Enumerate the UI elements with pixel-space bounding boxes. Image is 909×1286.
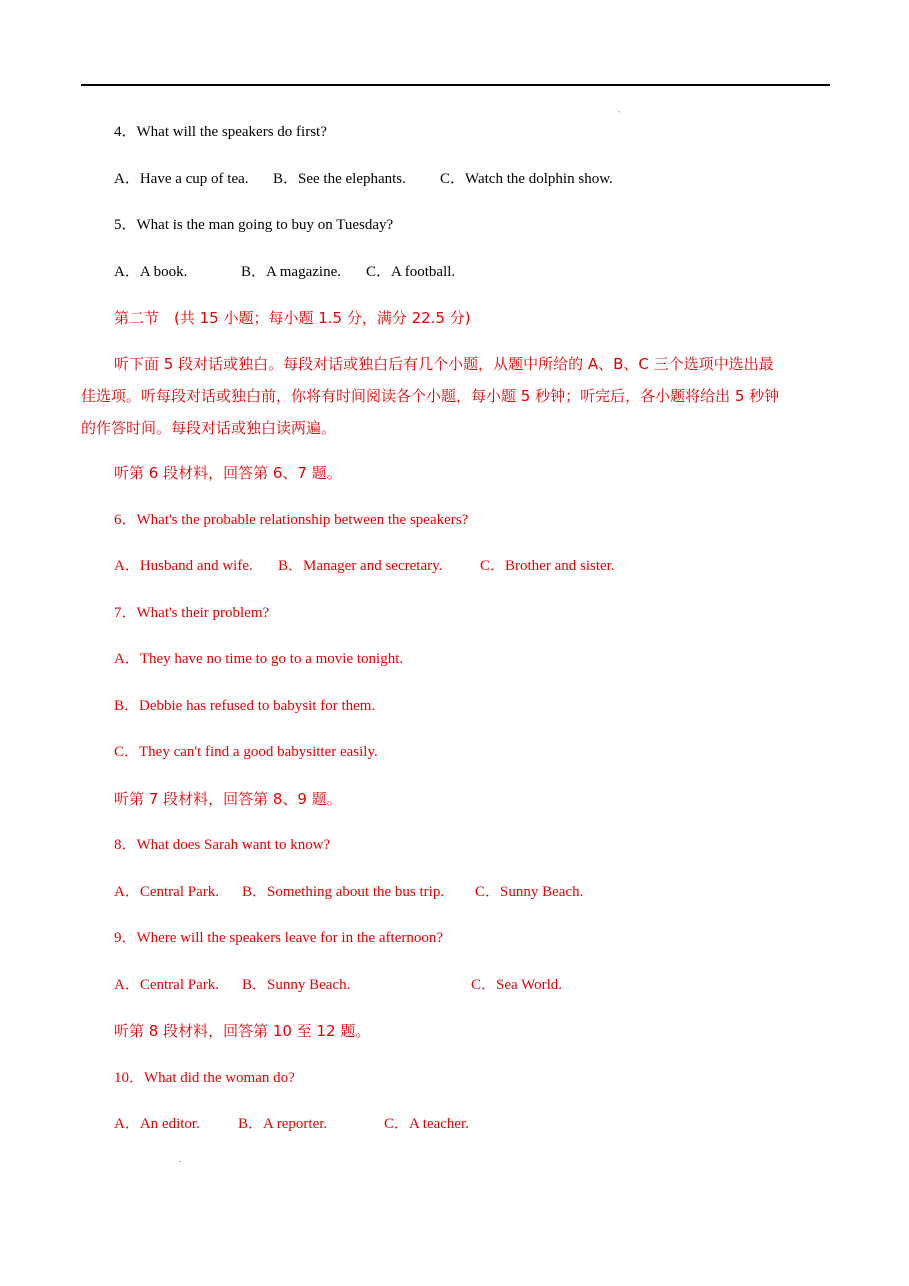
question-6-stem: 6．What's the probable relationship between the speakers? bbox=[114, 512, 469, 528]
question-8-stem: 8．What does Sarah want to know? bbox=[114, 837, 331, 853]
header-rule bbox=[81, 84, 830, 86]
question-5-stem: 5．What is the man going to buy on Tuesday? bbox=[114, 217, 394, 233]
question-9-option-c: C．Sea World. bbox=[471, 977, 563, 993]
question-10-option-b: B．A reporter. bbox=[238, 1116, 328, 1132]
question-4-option-a: A．Have a cup of tea. bbox=[114, 171, 249, 187]
question-6-option-a: A．Husband and wife. bbox=[114, 558, 253, 574]
question-4-stem: 4．What will the speakers do first? bbox=[114, 124, 327, 140]
page-mark: ` bbox=[618, 110, 621, 119]
section-2-instructions-line-2: 佳选项。听每段对话或独白前，你将有时间阅读各个小题，每小题 5 秒钟；听完后，各小题将给出 5 秒钟 bbox=[81, 387, 780, 405]
question-10-stem: 10．What did the woman do? bbox=[114, 1070, 295, 1086]
question-7-option-b: B．Debbie has refused to babysit for them. bbox=[114, 698, 376, 714]
question-6-option-b: B．Manager and secretary. bbox=[278, 558, 443, 574]
question-9-option-b: B．Sunny Beach. bbox=[242, 977, 351, 993]
question-5-option-c: C．A football. bbox=[366, 264, 456, 280]
question-7-stem: 7．What's their problem? bbox=[114, 605, 270, 621]
question-5-option-b: B．A magazine. bbox=[241, 264, 341, 280]
question-10-option-a: A．An editor. bbox=[114, 1116, 200, 1132]
section-2-heading: 第二节 (共 15 小题；每小题 1.5 分，满分 22.5 分) bbox=[114, 309, 471, 327]
question-9-stem: 9．Where will the speakers leave for in the afternoon? bbox=[114, 930, 444, 946]
question-5-option-a: A．A book. bbox=[114, 264, 188, 280]
question-6-option-c: C．Brother and sister. bbox=[480, 558, 615, 574]
section-2-instructions-line-3: 的作答时间。每段对话或独白读两遍。 bbox=[81, 419, 337, 437]
question-4-option-b: B．See the elephants. bbox=[273, 171, 406, 187]
question-9-option-a: A．Central Park. bbox=[114, 977, 219, 993]
passage-7-intro: 听第 7 段材料，回答第 8、9 题。 bbox=[114, 790, 342, 808]
section-2-instructions-line-1: 听下面 5 段对话或独白。每段对话或独白后有几个小题，从题中所给的 A、B、C 三个选项中选出最 bbox=[114, 355, 774, 373]
passage-8-intro: 听第 8 段材料，回答第 10 至 12 题。 bbox=[114, 1022, 371, 1040]
page-mark-bottom: . bbox=[179, 1155, 181, 1164]
question-8-option-b: B．Something about the bus trip. bbox=[242, 884, 445, 900]
passage-6-intro: 听第 6 段材料，回答第 6、7 题。 bbox=[114, 464, 342, 482]
question-4-option-c: C．Watch the dolphin show. bbox=[440, 171, 613, 187]
question-8-option-c: C．Sunny Beach. bbox=[475, 884, 584, 900]
question-10-option-c: C．A teacher. bbox=[384, 1116, 469, 1132]
question-7-option-a: A．They have no time to go to a movie tonight. bbox=[114, 651, 404, 667]
question-7-option-c: C．They can't find a good babysitter easily. bbox=[114, 744, 378, 760]
question-8-option-a: A．Central Park. bbox=[114, 884, 219, 900]
